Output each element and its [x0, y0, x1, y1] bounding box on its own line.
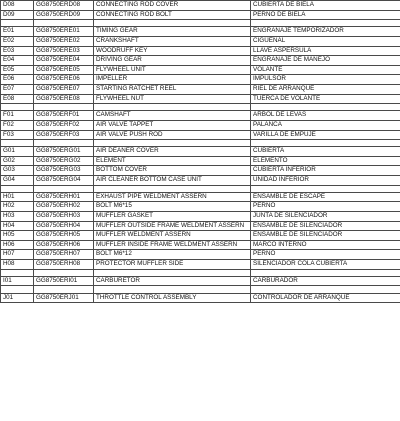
table-row [1, 212, 400, 222]
item-code-cell: J01 [1, 293, 34, 303]
item-code-cell: E06 [1, 75, 34, 85]
item-code-cell: E04 [1, 56, 34, 66]
english-description-cell: MUFFLER GASKET [94, 212, 251, 222]
table-row [1, 120, 400, 130]
part-number-cell: GG8750ERE03 [34, 46, 94, 56]
part-number-cell: GG8750ERI01 [34, 276, 94, 286]
english-description-cell: PROTECTOR MUFFLER SIDE [94, 260, 251, 270]
item-code-cell: H07 [1, 250, 34, 260]
english-description-cell: BOTTOM COVER [94, 166, 251, 176]
part-number-cell: GG8750ERJ01 [34, 293, 94, 303]
empty-cell [1, 140, 34, 147]
item-code-cell: G01 [1, 147, 34, 157]
item-code-cell: H01 [1, 192, 34, 202]
part-number-cell: GG8750ERE02 [34, 36, 94, 46]
empty-cell [94, 269, 251, 276]
empty-cell [94, 140, 251, 147]
spanish-description-cell: LLAVE ASPERSULA [251, 46, 400, 56]
english-description-cell: MUFFLER WELDMENT ASSERN [94, 231, 251, 241]
spanish-description-cell: ENSAMBLE DE SILENCIADOR [251, 231, 400, 241]
part-number-cell: GG8750ERF02 [34, 120, 94, 130]
parts-table-body [1, 1, 400, 303]
empty-cell [251, 140, 400, 147]
english-description-cell: AIR CLEANER BOTTOM CASE UNIT [94, 176, 251, 186]
empty-cell [251, 185, 400, 192]
item-code-cell: G03 [1, 166, 34, 176]
table-row [1, 156, 400, 166]
spanish-description-cell: CONTROLADOR DE ARRANQUE [251, 293, 400, 303]
table-row [1, 36, 400, 46]
english-description-cell: IMPELLER [94, 75, 251, 85]
section-spacer-row [1, 140, 400, 147]
spanish-description-cell: VARILLA DE EMPUJE [251, 130, 400, 140]
spanish-description-cell: UNIDAD INFERIOR [251, 176, 400, 186]
part-number-cell: GG8750ERG02 [34, 156, 94, 166]
section-spacer-row [1, 269, 400, 276]
english-description-cell: MUFFLER INSIDE FRAME WELDMENT ASSERN [94, 240, 251, 250]
table-row [1, 293, 400, 303]
table-row [1, 94, 400, 104]
english-description-cell: THROTTLE CONTROL ASSEMBLY [94, 293, 251, 303]
table-row [1, 65, 400, 75]
part-number-cell: GG8750ERH01 [34, 192, 94, 202]
empty-cell [251, 286, 400, 293]
empty-cell [251, 104, 400, 111]
item-code-cell: F02 [1, 120, 34, 130]
part-number-cell: GG8750ERE01 [34, 27, 94, 37]
english-description-cell: WOODRUFF KEY [94, 46, 251, 56]
table-row [1, 147, 400, 157]
part-number-cell: GG8750ERE08 [34, 94, 94, 104]
spanish-description-cell: RIEL DE ARRANQUE [251, 84, 400, 94]
item-code-cell: F01 [1, 111, 34, 121]
empty-cell [251, 269, 400, 276]
table-row [1, 166, 400, 176]
item-code-cell: E08 [1, 94, 34, 104]
part-number-cell: GG8750ERE06 [34, 75, 94, 85]
part-number-cell: GG8750ERH04 [34, 221, 94, 231]
table-row [1, 231, 400, 241]
table-row [1, 250, 400, 260]
item-code-cell: D09 [1, 10, 34, 20]
english-description-cell: DRIVING GEAR [94, 56, 251, 66]
english-description-cell: FLYWHEEL NUT [94, 94, 251, 104]
empty-cell [1, 104, 34, 111]
table-row [1, 202, 400, 212]
spanish-description-cell: PALANCA [251, 120, 400, 130]
spanish-description-cell: PERNO [251, 202, 400, 212]
empty-cell [34, 20, 94, 27]
table-row [1, 1, 400, 11]
spanish-description-cell: ELEMENTO [251, 156, 400, 166]
item-code-cell: E02 [1, 36, 34, 46]
table-row [1, 130, 400, 140]
english-description-cell: ELEMENT [94, 156, 251, 166]
part-number-cell: GG8750ERD09 [34, 10, 94, 20]
spanish-description-cell: CIGÜEÑAL [251, 36, 400, 46]
english-description-cell: CONNECTING ROD COVER [94, 1, 251, 11]
empty-cell [1, 269, 34, 276]
english-description-cell: AIR DEANER COVER [94, 147, 251, 157]
spanish-description-cell: PERNO [251, 250, 400, 260]
table-row [1, 75, 400, 85]
item-code-cell: H02 [1, 202, 34, 212]
part-number-cell: GG8750ERE04 [34, 56, 94, 66]
table-row [1, 46, 400, 56]
english-description-cell: CAMSHAFT [94, 111, 251, 121]
item-code-cell: H06 [1, 240, 34, 250]
part-number-cell: GG8750ERH02 [34, 202, 94, 212]
item-code-cell: E05 [1, 65, 34, 75]
spanish-description-cell: JUNTA DE SILENCIADOR [251, 212, 400, 222]
item-code-cell: E01 [1, 27, 34, 37]
item-code-cell: E03 [1, 46, 34, 56]
part-number-cell: GG8750ERF01 [34, 111, 94, 121]
section-spacer-row [1, 20, 400, 27]
empty-cell [94, 185, 251, 192]
item-code-cell: E07 [1, 84, 34, 94]
table-row [1, 84, 400, 94]
spanish-description-cell: CUBIERTA INFERIOR [251, 166, 400, 176]
part-number-cell: GG8750ERG01 [34, 147, 94, 157]
item-code-cell: G02 [1, 156, 34, 166]
english-description-cell: AIR VALVE TAPPET [94, 120, 251, 130]
table-row [1, 27, 400, 37]
section-spacer-row [1, 185, 400, 192]
empty-cell [1, 20, 34, 27]
empty-cell [94, 286, 251, 293]
section-spacer-row [1, 104, 400, 111]
item-code-cell: H03 [1, 212, 34, 222]
spanish-description-cell: SILENCIADOR COLA CUBIERTA [251, 260, 400, 270]
item-code-cell: D08 [1, 1, 34, 11]
empty-cell [94, 20, 251, 27]
english-description-cell: EXHAUST PIPE WELDMENT ASSERN [94, 192, 251, 202]
part-number-cell: GG8750ERE07 [34, 84, 94, 94]
english-description-cell: BOLT M6*12 [94, 250, 251, 260]
part-number-cell: GG8750ERE05 [34, 65, 94, 75]
empty-cell [34, 286, 94, 293]
spanish-description-cell: CUBIERTA [251, 147, 400, 157]
spanish-description-cell: ENGRANAJE DE MANEJO [251, 56, 400, 66]
part-number-cell: GG8750ERG04 [34, 176, 94, 186]
english-description-cell: TIMING GEAR [94, 27, 251, 37]
english-description-cell: BOLT M6*15 [94, 202, 251, 212]
empty-cell [1, 286, 34, 293]
spanish-description-cell: CUBIERTA DE BIELA [251, 1, 400, 11]
part-number-cell: GG8750ERH08 [34, 260, 94, 270]
table-row [1, 276, 400, 286]
item-code-cell: H04 [1, 221, 34, 231]
spanish-description-cell: VOLANTE [251, 65, 400, 75]
item-code-cell: F03 [1, 130, 34, 140]
english-description-cell: CONNECTING ROD BOLT [94, 10, 251, 20]
spanish-description-cell: ENGRANAJE TEMPORIZADOR [251, 27, 400, 37]
empty-cell [34, 185, 94, 192]
part-number-cell: GG8750ERF03 [34, 130, 94, 140]
spanish-description-cell: IMPULSOR [251, 75, 400, 85]
part-number-cell: GG8750ERH07 [34, 250, 94, 260]
english-description-cell: CRANKSHAFT [94, 36, 251, 46]
spanish-description-cell: ENSAMBLE DE SILENCIADOR [251, 221, 400, 231]
table-row [1, 111, 400, 121]
part-number-cell: GG8750ERH03 [34, 212, 94, 222]
empty-cell [94, 104, 251, 111]
table-row [1, 176, 400, 186]
english-description-cell: FLYWHEEL UNIT [94, 65, 251, 75]
spanish-description-cell: ARBOL DE LEVAS [251, 111, 400, 121]
spanish-description-cell: MARCO INTERNO [251, 240, 400, 250]
part-number-cell: GG8750ERH05 [34, 231, 94, 241]
item-code-cell: G04 [1, 176, 34, 186]
empty-cell [251, 20, 400, 27]
table-row [1, 56, 400, 66]
empty-cell [34, 104, 94, 111]
part-number-cell: GG8750ERD08 [34, 1, 94, 11]
english-description-cell: MUFFLER OUTSIDE FRAME WELDMENT ASSERN [94, 221, 251, 231]
table-row [1, 221, 400, 231]
english-description-cell: AIR VALVE PUSH ROD [94, 130, 251, 140]
table-row [1, 260, 400, 270]
spanish-description-cell: PERNO DE BIELA [251, 10, 400, 20]
empty-cell [34, 140, 94, 147]
empty-cell [34, 269, 94, 276]
part-number-cell: GG8750ERG03 [34, 166, 94, 176]
part-number-cell: GG8750ERH06 [34, 240, 94, 250]
table-row [1, 240, 400, 250]
table-row [1, 10, 400, 20]
section-spacer-row [1, 286, 400, 293]
spanish-description-cell: CARBURADOR [251, 276, 400, 286]
spanish-description-cell: ENSAMBLE DE ESCAPE [251, 192, 400, 202]
english-description-cell: CARBURETOR [94, 276, 251, 286]
item-code-cell: H08 [1, 260, 34, 270]
empty-cell [1, 185, 34, 192]
item-code-cell: H05 [1, 231, 34, 241]
spanish-description-cell: TUERCA DE VOLANTE [251, 94, 400, 104]
item-code-cell: I01 [1, 276, 34, 286]
table-row [1, 192, 400, 202]
english-description-cell: STARTING RATCHET REEL [94, 84, 251, 94]
